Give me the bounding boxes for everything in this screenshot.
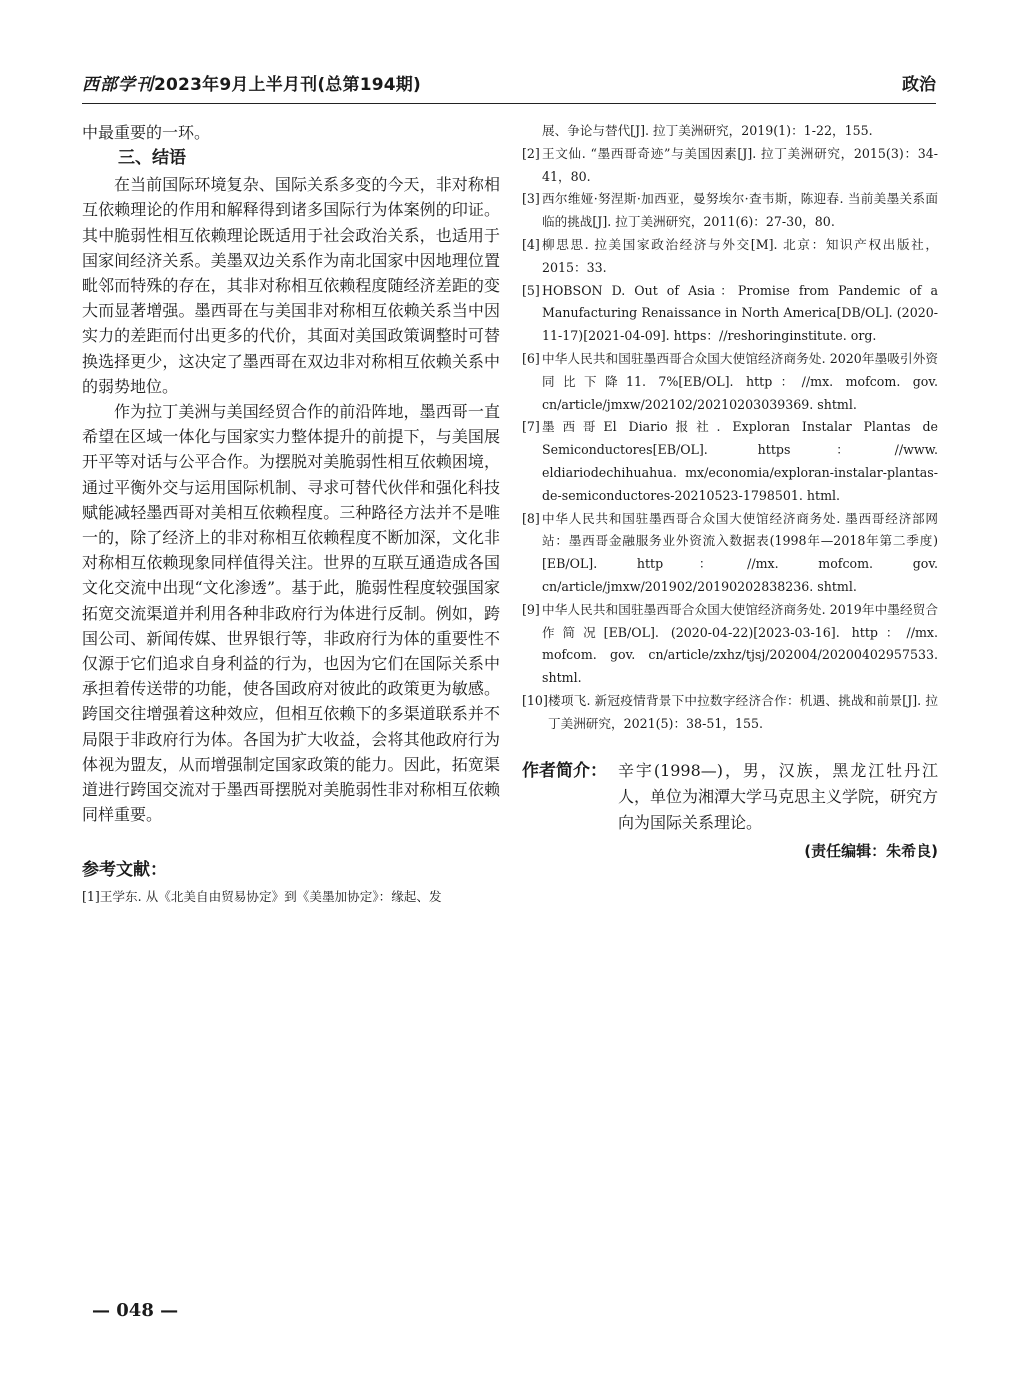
- responsible-editor: (责任编辑：朱希良): [804, 841, 938, 860]
- intro-line: 中最重要的一环。: [82, 123, 211, 142]
- page-number: — 048 —: [92, 1300, 179, 1321]
- reference-1: [1]王学东. 从《北美自由贸易协定》到《美墨加协定》：缘起、发: [82, 889, 442, 905]
- reference-list: [522, 143, 938, 736]
- reference-1-continued: 展、争论与替代[J]. 拉丁美洲研究，2019(1)：1-22，155.: [542, 123, 873, 138]
- reference-item: [522, 508, 938, 599]
- left-column: [82, 120, 500, 909]
- author-bio-text: 辛宇(1998—)，男，汉族，黑龙江牡丹江人，单位为湘潭大学马克思主义学院，研究方向为国际关系理论。: [618, 760, 939, 832]
- reference-number: [2]: [522, 145, 540, 161]
- section-name: 政治: [902, 75, 936, 95]
- right-column: [522, 120, 938, 861]
- author-bio: [522, 758, 938, 836]
- reference-item: [522, 280, 938, 348]
- reference-item: [522, 188, 938, 234]
- header-rule: [82, 103, 936, 104]
- body-paragraph-1: 在当前国际环境复杂、国际关系多变的今天，非对称相互依赖理论的作用和解释得到诸多国际行为体案例的印证。其中脆弱性相互依赖理论既适用于社会政治关系，也适用于国家间经济关系。美墨双边关系作为南北国家中因地理位置毗邻而特殊的存在，其非对称相互依赖程度随经济差距的变大而显著增强。墨西哥在与美国非对称相互依赖关系当中因实力的差距而付出更多的代价，其面对美国政策调整时可替换选择更少，这决定了墨西哥在双边非对称相互依赖关系中的弱势地位。: [82, 175, 500, 396]
- reference-number: [4]: [522, 236, 540, 252]
- journal-logo: 西部学刊: [82, 75, 154, 95]
- reference-text: 王文仙. “墨西哥奇迹”与美国因素[J]. 拉丁美洲研究，2015(3)：34-41，80.: [542, 145, 938, 184]
- reference-item: [522, 143, 938, 189]
- journal-info: [82, 70, 421, 95]
- reference-text: 柳思思. 拉美国家政治经济与外交[M]. 北京：知识产权出版社，2015：33.: [542, 236, 938, 275]
- reference-item: [522, 234, 938, 280]
- reference-number: [9]: [522, 601, 540, 617]
- reference-item: [522, 416, 938, 507]
- reference-text: 楼项飞. 新冠疫情背景下中拉数字经济合作：机遇、挑战和前景[J]. 拉丁美洲研究，2021(5)：38-51，155.: [548, 692, 938, 731]
- reference-number: [3]: [522, 191, 540, 207]
- references-title: 参考文献：: [82, 860, 167, 881]
- reference-number: [7]: [522, 419, 540, 435]
- reference-text: 中华人民共和国驻墨西哥合众国大使馆经济商务处. 墨西哥经济部网站：墨西哥金融服务业外资流入数据表(1998年—2018年第二季度)[EB/OL]. http：//mx. mofcom. gov. cn/article/jmxw/201902/20190202838236. shtml.: [542, 510, 938, 594]
- section-heading: 三、结语: [118, 148, 186, 169]
- reference-item: [522, 599, 938, 690]
- reference-text: 西尔维娅·努涅斯·加西亚，曼努埃尔·查韦斯，陈迎春. 当前美墨关系面临的挑战[J]. 拉丁美洲研究，2011(6)：27-30，80.: [542, 191, 938, 230]
- reference-number: [8]: [522, 510, 540, 526]
- reference-text: 墨西哥El Diario报社. Exploran Instalar Plantas de Semiconductores[EB/OL]. https：//www. eldiariodechihuahua. mx/economia/exploran-instalar-plantas-de-semiconductores-20210523-1798501. html.: [542, 419, 938, 503]
- reference-text: 中华人民共和国驻墨西哥合众国大使馆经济商务处. 2020年墨吸引外资同比下降11. 7%[EB/OL]. http：//mx. mofcom. gov. cn/article/jmxw/202102/20210203039369. shtml.: [542, 350, 938, 412]
- reference-item: [522, 690, 938, 736]
- reference-text: 中华人民共和国驻墨西哥合众国大使馆经济商务处. 2019年中墨经贸合作简况[EB/OL]. (2020-04-22)[2023-03-16]. http：//mx. mofcom. gov. cn/article/zxhz/tjsj/202004/20200402957533. shtml.: [542, 601, 938, 686]
- author-bio-label: 作者简介：: [522, 760, 607, 781]
- reference-text: HOBSON D. Out of Asia：Promise from Pandemic of a Manufacturing Renaissance in North America[DB/OL]. (2020-11-17)[2021-04-09]. https：//reshoringinstitute. org.: [542, 282, 938, 344]
- running-header: [82, 66, 936, 96]
- body-paragraph-2: 作为拉丁美洲与美国经贸合作的前沿阵地，墨西哥一直希望在区域一体化与国家实力整体提升的前提下，与美国展开平等对话与公平合作。为摆脱对美脆弱性相互依赖困境，通过平衡外交与运用国际机制、寻求可替代伙伴和强化科技赋能减轻墨西哥对美相互依赖程度。三种路径方法并不是唯一的，除了经济上的非对称相互依赖程度不断加深，文化非对称相互依赖现象同样值得关注。世界的互联互通造成各国文化交流中出现“文化渗透”。基于此，脆弱性程度较强国家拓宽交流渠道并利用各种非政府行为体进行反制。例如，跨国公司、新闻传媒、世界银行等，非政府行为体的重要性不仅源于它们追求自身利益的行为，也因为它们在国际关系中承担着传送带的功能，使各国政府对彼此的政策更为敏感。跨国交往增强着这种效应，但相互依赖下的多渠道联系并不局限于非政府行为体。各国为扩大收益，会将其他政府行为体视为盟友，从而增强制定国家政策的能力。因此，拓宽渠道进行跨国交流对于墨西哥摆脱对美脆弱性非对称相互依赖同样重要。: [82, 402, 500, 825]
- reference-item: [522, 348, 938, 416]
- reference-number: [10]: [522, 692, 548, 708]
- reference-number: [5]: [522, 282, 540, 298]
- issue-info: 2023年9月上半月刊(总第194期): [154, 75, 421, 95]
- reference-number: [6]: [522, 350, 540, 366]
